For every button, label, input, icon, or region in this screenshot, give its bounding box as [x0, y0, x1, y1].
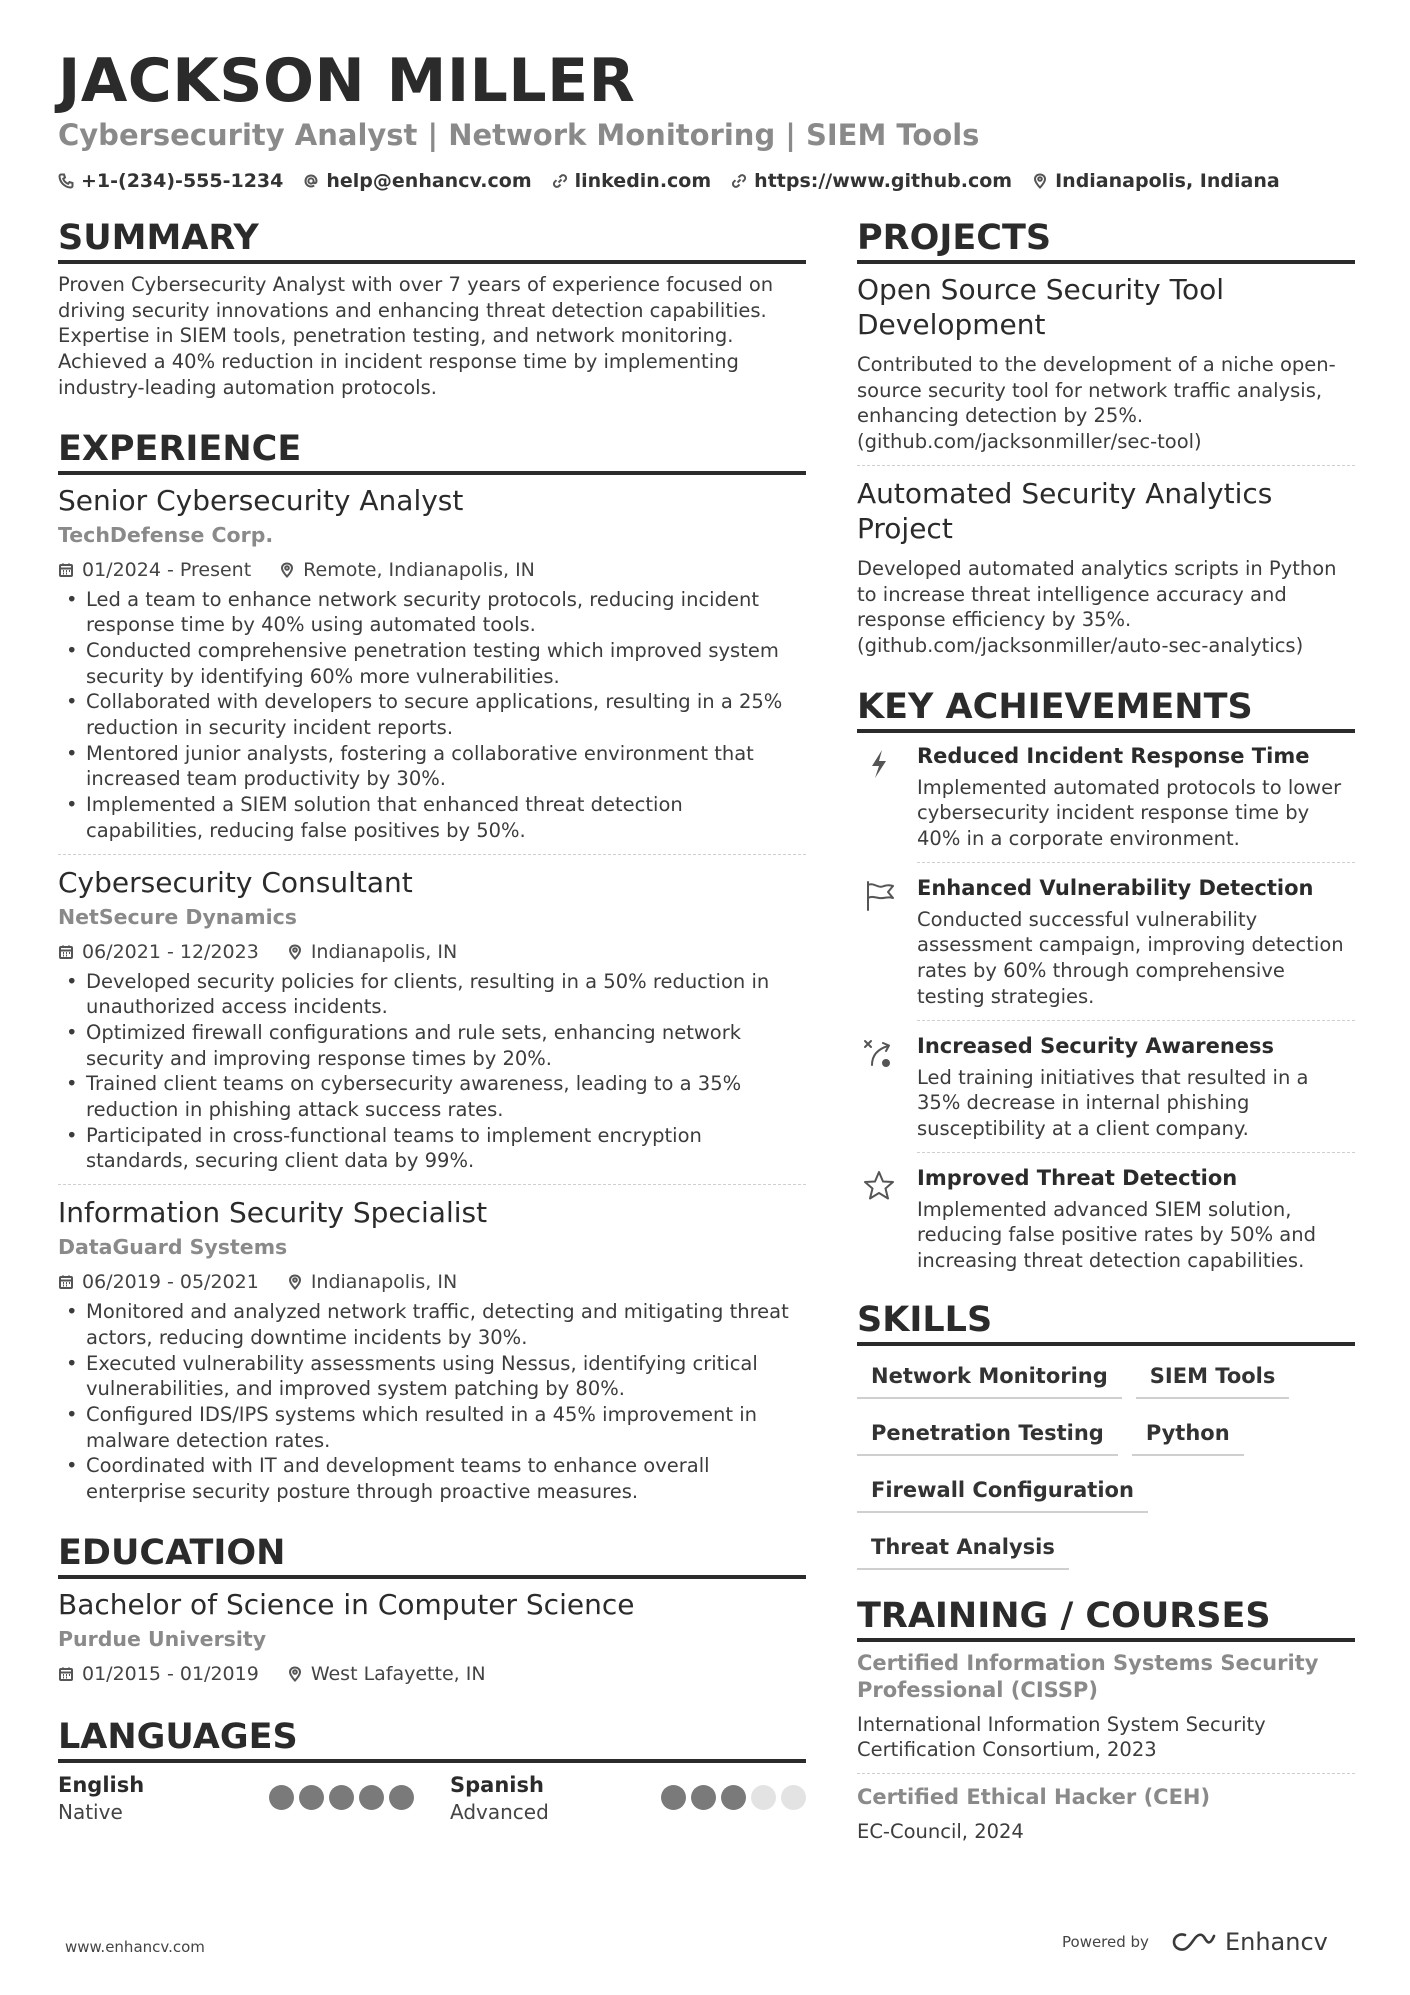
proficiency-dot-filled [359, 1785, 384, 1810]
education-meta [58, 1661, 806, 1687]
achievements-section [857, 685, 1355, 1274]
project-item [857, 476, 1355, 659]
job-location: Indianapolis, IN [287, 939, 457, 965]
course-provider: International Information System Security Certification Consortium, 2023 [857, 1712, 1266, 1762]
skills-heading: SKILLS [857, 1298, 1355, 1346]
skill-tag: Firewall Configuration [857, 1470, 1148, 1513]
skills-section [857, 1298, 1355, 1570]
language-name: English [58, 1772, 145, 1797]
strategy-icon [862, 1037, 896, 1071]
project-title: Open Source Security Tool Development [857, 273, 1225, 341]
contact-bar [58, 168, 1280, 194]
skill-tag: Penetration Testing [857, 1413, 1118, 1456]
flag-icon [862, 879, 896, 913]
left-column [58, 216, 806, 1825]
right-column [857, 216, 1355, 1845]
bullet-item: • Monitored and analyzed network traffic, detecting and mitigating threat actors, reducing downtime incidents by 30%. [58, 1299, 806, 1350]
project-title: Automated Security Analytics Project [857, 476, 1273, 545]
footer-branding [1062, 1928, 1328, 1956]
proficiency-dot-filled [329, 1785, 354, 1810]
powered-by-label: Powered by [1062, 1933, 1149, 1951]
job-entry [58, 483, 806, 844]
languages-heading: LANGUAGES [58, 1715, 806, 1763]
project-description: Contributed to the development of a niche open- source security tool for network traffic analysis, enhancing detection by 25%. (github.com/jacksonmiller/sec-tool) [857, 353, 1336, 454]
course-item [857, 1784, 1355, 1845]
contact-email[interactable]: help@enhancv.com [303, 168, 531, 194]
language-level: Advanced [450, 1799, 549, 1824]
course-title: Certified Ethical Hacker (CEH) [857, 1785, 1211, 1810]
proficiency-dot-filled [691, 1785, 716, 1810]
job-entry [58, 1195, 806, 1505]
job-title: Information Security Specialist [58, 1196, 488, 1230]
education-heading: EDUCATION [58, 1531, 806, 1579]
skill-tag: SIEM Tools [1136, 1356, 1290, 1399]
bullet-item: • Implemented a SIEM solution that enhanced threat detection capabilities, reducing false positives by 50%. [58, 792, 806, 843]
achievements-heading: KEY ACHIEVEMENTS [857, 685, 1355, 733]
divider [917, 1152, 1355, 1153]
skill-tag: Threat Analysis [857, 1527, 1069, 1570]
degree: Bachelor of Science in Computer Science [58, 1587, 635, 1621]
location-icon [287, 1274, 303, 1290]
bullet-item: • Trained client teams on cybersecurity awareness, leading to a 35% reduction in phishing attack success rates. [58, 1071, 806, 1122]
divider [917, 1020, 1355, 1021]
achievement-item [857, 873, 1355, 1010]
languages-section [58, 1715, 806, 1825]
achievement-description: Implemented automated protocols to lower cybersecurity incident response time by 40% in a corporate environment. [917, 775, 1342, 851]
language-level: Native [58, 1799, 123, 1824]
proficiency-dot-filled [389, 1785, 414, 1810]
location-icon [287, 1666, 303, 1682]
divider [917, 862, 1355, 863]
proficiency-dots [269, 1785, 414, 1810]
education-section [58, 1531, 806, 1687]
job-location: Remote, Indianapolis, IN [279, 557, 535, 583]
company-name: TechDefense Corp. [58, 522, 274, 547]
summary-heading: SUMMARY [58, 216, 806, 264]
enhancv-logo-icon [1171, 1930, 1217, 1954]
bullet-item: • Mentored junior analysts, fostering a collaborative environment that increased team productivity by 30%. [58, 741, 806, 792]
calendar-icon [58, 1274, 74, 1290]
job-title: Cybersecurity Consultant [58, 865, 413, 899]
link-icon [731, 173, 747, 189]
location-icon [1032, 173, 1048, 189]
bullet-item: • Optimized firewall configurations and rule sets, enhancing network security and improving response times by 20%. [58, 1020, 806, 1071]
language-list [58, 1771, 806, 1825]
achievement-description: Led training initiatives that resulted in a 35% decrease in internal phishing susceptibility at a client company. [917, 1065, 1309, 1140]
training-section [857, 1594, 1355, 1845]
at-icon [303, 173, 319, 189]
contact-phone[interactable]: +1-(234)-555-1234 [58, 168, 283, 194]
achievement-item [857, 1031, 1355, 1142]
candidate-name: JACKSON MILLER [58, 46, 636, 116]
star-icon [862, 1169, 896, 1203]
achievement-item [857, 1163, 1355, 1274]
achievement-description: Implemented advanced SIEM solution, reducing false positive rates by 50% and increasing threat detection capabilities. [917, 1197, 1316, 1273]
achievement-title: Enhanced Vulnerability Detection [917, 875, 1314, 900]
headline: Cybersecurity Analyst | Network Monitoring | SIEM Tools [58, 118, 980, 152]
job-dates: 06/2019 - 05/2021 [58, 1269, 259, 1295]
skill-tag: Python [1132, 1413, 1244, 1456]
language-item [58, 1771, 414, 1825]
contact-location: Indianapolis, Indiana [1032, 168, 1280, 194]
experience-heading: EXPERIENCE [58, 427, 806, 475]
job-dates: 06/2021 - 12/2023 [58, 939, 259, 965]
course-title: Certified Information Systems Security Professional (CISSP) [857, 1650, 1319, 1702]
divider [857, 465, 1355, 466]
achievement-description: Conducted successful vulnerability assessment campaign, improving detection rates by 60% through comprehensive testing strategies. [917, 907, 1344, 1008]
projects-heading: PROJECTS [857, 216, 1355, 264]
bullet-item: • Coordinated with IT and development teams to enhance overall enterprise security posture through proactive measures. [58, 1453, 806, 1504]
bullet-item: • Configured IDS/IPS systems which resulted in a 45% improvement in malware detection rates. [58, 1402, 806, 1453]
calendar-icon [58, 562, 74, 578]
education-dates: 01/2015 - 01/2019 [58, 1661, 259, 1687]
location-icon [279, 562, 295, 578]
projects-section [857, 216, 1355, 659]
project-item [857, 272, 1355, 455]
contact-linkedin[interactable]: linkedin.com [552, 168, 712, 194]
location-icon [287, 944, 303, 960]
job-meta [58, 557, 806, 583]
course-provider: EC-Council, 2024 [857, 1820, 1024, 1844]
project-description: Developed automated analytics scripts in Python to increase threat intelligence accuracy and response efficiency by 35%. (github.com/jacksonmiller/auto-sec-analytics) [857, 556, 1337, 657]
job-bullets [58, 1299, 806, 1505]
achievement-item [857, 741, 1355, 852]
job-meta [58, 1269, 806, 1295]
language-item [450, 1771, 806, 1825]
bullet-item: • Led a team to enhance network security protocols, reducing incident response time by 40% using automated tools. [58, 587, 806, 638]
education-location: West Lafayette, IN [287, 1661, 486, 1687]
job-location: Indianapolis, IN [287, 1269, 457, 1295]
proficiency-dot-filled [269, 1785, 294, 1810]
contact-github[interactable]: https://www.github.com [731, 168, 1012, 194]
summary-section [58, 216, 806, 401]
calendar-icon [58, 944, 74, 960]
proficiency-dots [661, 1785, 806, 1810]
bullet-item: • Developed security policies for clients, resulting in a 50% reduction in unauthorized access incidents. [58, 969, 806, 1020]
brand-logo[interactable]: Enhancv [1171, 1928, 1328, 1956]
proficiency-dot-filled [299, 1785, 324, 1810]
proficiency-dot-filled [721, 1785, 746, 1810]
skill-list [857, 1356, 1355, 1570]
bullet-item: • Conducted comprehensive penetration testing which improved system security by identifying 60% more vulnerabilities. [58, 638, 806, 689]
footer-website-link[interactable]: www.enhancv.com [65, 1938, 205, 1956]
company-name: NetSecure Dynamics [58, 904, 297, 929]
job-meta [58, 939, 806, 965]
achievement-title: Reduced Incident Response Time [917, 743, 1310, 768]
summary-text: Proven Cybersecurity Analyst with over 7 years of experience focused on driving security innovations and enhancing threat detection capabilities. Expertise in SIEM tools, penetration testing, and network monitoring. Achieved a 40% reduction in incident response time by implementing industry-leading automation protocols. [58, 273, 774, 399]
language-name: Spanish [450, 1772, 544, 1797]
bullet-item: • Collaborated with developers to secure applications, resulting in a 25% reduction in security incident reports. [58, 689, 806, 740]
school-name: Purdue University [58, 1626, 267, 1651]
job-bullets [58, 969, 806, 1175]
bullet-item: • Participated in cross-functional teams to implement encryption standards, securing client data by 99%. [58, 1123, 806, 1174]
course-item [857, 1650, 1355, 1763]
link-icon [552, 173, 568, 189]
bullet-item: • Executed vulnerability assessments using Nessus, identifying critical vulnerabilities, and improved system patching by 80%. [58, 1351, 806, 1402]
divider [58, 854, 806, 855]
job-title: Senior Cybersecurity Analyst [58, 483, 464, 517]
proficiency-dot-filled [661, 1785, 686, 1810]
achievement-title: Increased Security Awareness [917, 1033, 1275, 1058]
skill-tag: Network Monitoring [857, 1356, 1122, 1399]
phone-icon [58, 173, 74, 189]
proficiency-dot-empty [781, 1785, 806, 1810]
job-bullets [58, 587, 806, 844]
company-name: DataGuard Systems [58, 1235, 288, 1260]
job-dates: 01/2024 - Present [58, 557, 251, 583]
calendar-icon [58, 1666, 74, 1682]
divider [857, 1773, 1355, 1774]
achievement-title: Improved Threat Detection [917, 1165, 1238, 1190]
divider [58, 1184, 806, 1185]
experience-section [58, 427, 806, 1505]
training-heading: TRAINING / COURSES [857, 1594, 1355, 1642]
proficiency-dot-empty [751, 1785, 776, 1810]
job-entry [58, 865, 806, 1175]
lightning-icon [862, 747, 896, 781]
